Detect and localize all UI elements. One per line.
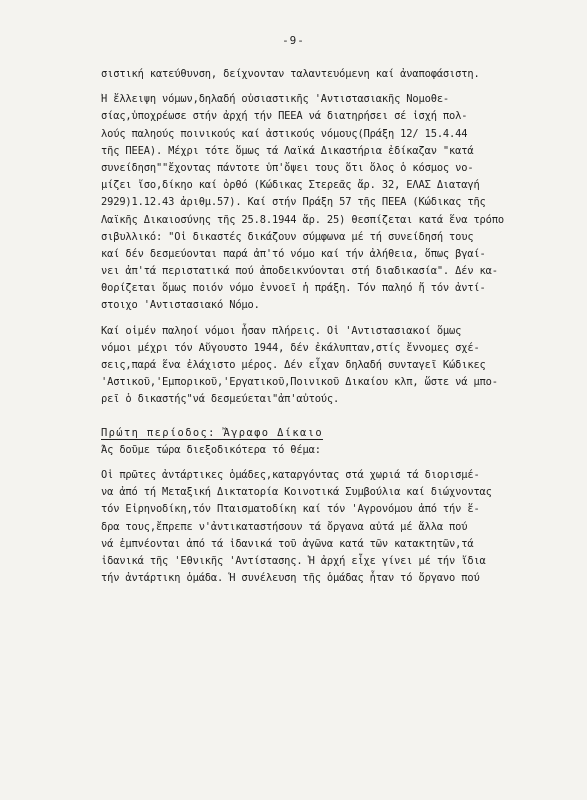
text-line: σιστική κατεύθυνση, δείχνονταν ταλαντευόμενη καί ἀναποφάσιστη. bbox=[101, 68, 480, 80]
text-line: σεις,παρά ἕνα ἐλάχιστο μέρος. Δέν εἶχαν δηλαδή συνταγεῖ Κώδικες bbox=[101, 359, 486, 371]
text-line: νόμοι μέχρι τόν Αὔγουστο 1944, δέν ἐκάλυπταν,στίς ἔννομες σχέ- bbox=[101, 341, 480, 354]
paragraph-gap bbox=[101, 409, 563, 417]
text-line: ἰδανικά τῆς 'Εθνικῆς 'Αντίστασης. Ἡ ἀρχή εἶχε γίνει μέ τήν ἴδια bbox=[101, 554, 486, 567]
page-number: -9- bbox=[282, 34, 305, 47]
text-line: τόν Εἰρηνοδίκη,τόν Πταισματοδίκη καί τόν 'Αγρονόμου ἀπό τήν ἕ- bbox=[101, 503, 480, 516]
text-line: Οἱ πρῶτες ἀντάρτικες ὁμάδες,καταργόντας στά χωριά τά διορισμέ- bbox=[101, 468, 480, 481]
text-line: θορίζεται ὅμως ποιόν νόμο ἐννοεῖ ἡ πράξη. Τόν παληό ἤ τόν ἀντί- bbox=[101, 282, 486, 295]
text-line: 2929)1.12.43 ἀριθμ.57). Καί στήν Πράξη 57 τῆς ΠΕΕΑ (Κώδικας τῆς bbox=[101, 196, 486, 209]
text-line: να ἀπό τή Μεταξική Δικτατορία Κοινοτικά Συμβούλια καί διώχνοντας bbox=[101, 486, 492, 499]
section-heading: Πρώτη περίοδος: Ἄγραφο Δίκαιο bbox=[101, 426, 324, 439]
document-body bbox=[101, 66, 563, 587]
paragraph-4 bbox=[101, 442, 563, 459]
text-line: συνείδηση""ἔχοντας πάντοτε ὑπ'ὄψει τους ὅτι ὅλος ὁ κόσμος νο- bbox=[101, 161, 474, 174]
text-line: μίζει ἴσο,δίκηο καί ὀρθό (Κώδικας Στερεᾶς ἄρ. 32, ΕΛΑΣ Διαταγή bbox=[101, 179, 480, 192]
paragraph-gap bbox=[101, 417, 563, 425]
paragraph-gap bbox=[101, 83, 563, 91]
text-line: Ἄς δοῦμε τώρα διεξοδικότερα τό θέμα: bbox=[101, 443, 321, 456]
text-line: σίας,ὑποχρέωσε στήν ἀρχή τήν ΠΕΕΑ νά διατηρήσει σέ ἰσχή πολ- bbox=[101, 110, 468, 123]
text-line: νά ἐμπνέονται ἀπό τά ἰδανικά τοῦ ἀγῶνα κατά τῶν κατακτητῶν,τά bbox=[101, 537, 474, 550]
text-line: στοιχο 'Αντιστασιακό Νόμο. bbox=[101, 299, 260, 312]
text-line: Λαϊκῆς Δικαιοσύνης τῆς 25.8.1944 ἄρ. 25) θεσπίζεται κατά ἕνα τρόπο bbox=[101, 213, 504, 226]
text-line: τῆς ΠΕΕΑ). Μέχρι τότε ὅμως τά Λαϊκά Δικαστήρια ἐδίκαζαν "κατά bbox=[101, 144, 474, 157]
paragraph-5 bbox=[101, 467, 563, 587]
paragraph-gap bbox=[101, 315, 563, 323]
text-line: ρεῖ ὁ δικαστής"νά δεσμεύεται"ἀπ'αὐτούς. bbox=[101, 393, 340, 406]
text-line: σιβυλλικό: "Οἱ δικαστές δικάζουν σύμφωνα μέ τή συνείδησή τους bbox=[101, 230, 474, 243]
text-line: 'Αστικοῦ,'Εμπορικοῦ,'Εργατικοῦ,Ποινικοῦ Δικαίου κλπ, ὥστε νά μπο- bbox=[101, 376, 498, 389]
paragraph-gap bbox=[101, 459, 563, 467]
text-line: τήν ἀντάρτικη ὁμάδα. Ἡ συνέλευση τῆς ὁμάδας ἦταν τό ὄργανο πού bbox=[101, 572, 480, 585]
text-line: δρα τους,ἔπρεπε ν'ἀντικαταστήσουν τά ὄργανα αὐτά μέ ἄλλα πού bbox=[101, 520, 468, 533]
paragraph-2 bbox=[101, 91, 563, 314]
text-line: καί δέν δεσμεύονται παρά ἀπ'τό νόμο καί τήν ἀλήθεια, ὅπως βγαί- bbox=[101, 247, 486, 260]
text-line: λούς παληούς ποινικούς καί ἀστικούς νόμους(Πράξη 12/ 15.4.44 bbox=[101, 127, 468, 140]
paragraph-1 bbox=[101, 66, 563, 83]
text-line: νει ἀπ'τά περιστατικά πού ἀποδεικνύονται στή διαδικασία". Δέν κα- bbox=[101, 265, 498, 278]
text-line: Ἡ ἔλλειψη νόμων,δηλαδή οὐσιαστικῆς 'Αντιστασιακῆς Νομοθε- bbox=[101, 93, 450, 106]
paragraph-3 bbox=[101, 323, 563, 409]
text-line: Καί οἱμέν παληοί νόμοι ἦσαν πλήρεις. Οἱ 'Αντιστασιακοί ὅμως bbox=[101, 324, 462, 337]
